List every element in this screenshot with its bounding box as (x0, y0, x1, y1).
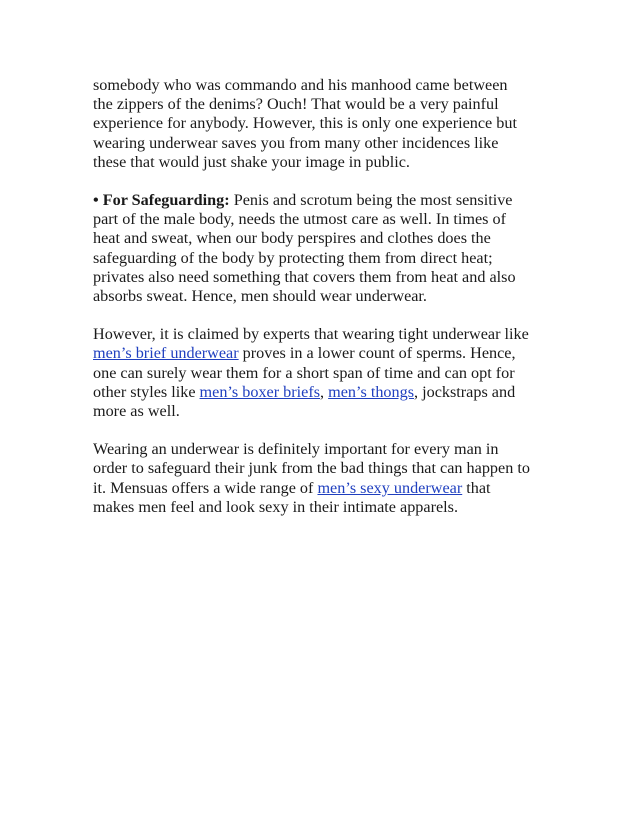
text-line (93, 134, 563, 153)
text-run: it. Mensuas offers a wide range of (93, 478, 318, 497)
text-run: Wearing an underwear is definitely important for every man in (93, 440, 499, 459)
text-run: experience for anybody. However, this is only one experience but (93, 114, 517, 133)
paragraph-1 (93, 76, 563, 172)
text-line (93, 153, 563, 172)
text-line (93, 459, 563, 478)
text-run: one can surely wear them for a short span of time and can opt for (93, 363, 515, 382)
text-run: , (320, 382, 329, 401)
text-run: wearing underwear saves you from many other incidences like (93, 133, 499, 152)
text-run: safeguarding of the body by protecting them from direct heat; (93, 248, 493, 267)
text-run: privates also need something that covers them from heat and also (93, 267, 516, 286)
text-line (93, 479, 563, 498)
link-mens-sexy-underwear[interactable]: men’s sexy underwear (317, 478, 463, 497)
text-line (93, 498, 563, 517)
text-run: However, it is claimed by experts that wearing tight underwear like (93, 325, 529, 344)
text-line (93, 402, 563, 421)
text-line (93, 440, 563, 459)
text-run: heat and sweat, when our body perspires and clothes does the (93, 229, 491, 248)
text-line (93, 210, 563, 229)
text-line (93, 76, 563, 95)
link-mens-thongs[interactable]: men’s thongs (328, 382, 415, 401)
text-run: these that would just shake your image in public. (93, 152, 410, 171)
text-run: that (462, 478, 491, 497)
text-run: somebody who was commando and his manhood came between (93, 76, 508, 94)
text-run: Penis and scrotum being the most sensitive (229, 191, 513, 210)
text-line (93, 325, 563, 344)
text-run: makes men feel and look sexy in their intimate apparels. (93, 497, 459, 516)
text-run: part of the male body, needs the utmost care as well. In times of (93, 210, 506, 229)
text-line (93, 268, 563, 287)
text-run: proves in a lower count of sperms. Hence, (238, 344, 516, 363)
text-line (93, 287, 563, 306)
paragraph-4 (93, 440, 563, 517)
text-line (93, 114, 563, 133)
paragraph-2 (93, 191, 563, 306)
text-line (93, 249, 563, 268)
text-run: order to safeguard their junk from the bad things that can happen to (93, 459, 530, 478)
link-mens-brief-underwear[interactable]: men’s brief underwear (93, 344, 239, 363)
text-line (93, 229, 563, 248)
link-mens-boxer-briefs[interactable]: men’s boxer briefs (199, 382, 321, 401)
text-run: absorbs sweat. Hence, men should wear underwear. (93, 287, 427, 306)
text-run: more as well. (93, 402, 180, 421)
text-line (93, 364, 563, 383)
text-run: , jockstraps and (414, 382, 516, 401)
section-heading: • For Safeguarding: (93, 191, 230, 210)
text-line (93, 344, 563, 363)
text-line (93, 383, 563, 402)
text-line (93, 191, 563, 210)
text-run: other styles like (93, 382, 200, 401)
text-run: the zippers of the denims? Ouch! That would be a very painful (93, 95, 499, 114)
text-line (93, 95, 563, 114)
paragraph-3 (93, 325, 563, 421)
document-body (93, 76, 563, 536)
